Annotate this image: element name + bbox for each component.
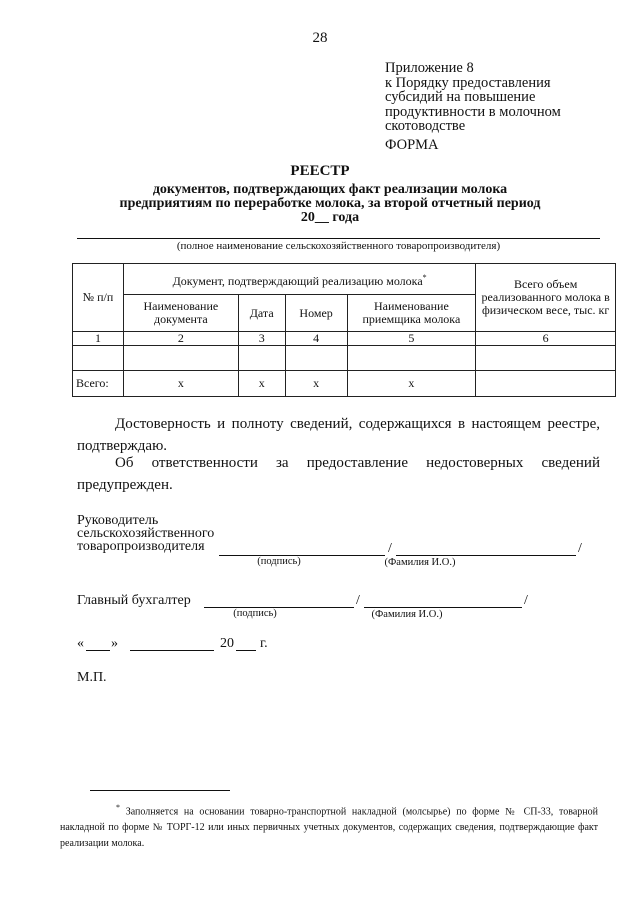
accountant-name-line[interactable] [364, 607, 522, 608]
footnote-mark: * [422, 272, 427, 282]
date-month-line[interactable] [130, 650, 214, 651]
footnote-mark: * [116, 803, 120, 812]
index-cell: 2 [123, 332, 238, 346]
header-doc-name: Наименование документа [123, 295, 238, 332]
statement-reliability [77, 413, 600, 457]
head-label [77, 514, 214, 553]
registry-table [72, 263, 616, 397]
empty-cell[interactable] [238, 346, 285, 371]
header-doc-group [123, 264, 475, 295]
total-label: Всего: [73, 371, 124, 397]
subtitle-line: документов, подтверждающих факт реализации молока [152, 182, 508, 197]
date-year-suffix: г. [260, 636, 268, 651]
stamp-label: М.П. [77, 670, 107, 685]
head-sign-caption: (подпись) [257, 556, 301, 567]
date-open-quote: « [77, 636, 84, 651]
slash: / [388, 541, 392, 556]
slash: / [578, 541, 582, 556]
footnote [60, 800, 598, 852]
date-day-line[interactable] [86, 650, 110, 651]
appendix-line: Приложение 8 [385, 60, 474, 76]
statement-text: Достоверность и полноту сведений, содержащихся в настоящем реестре, подтверждаю. [77, 416, 600, 454]
date-year-line[interactable] [236, 650, 256, 651]
date-close-quote: » [111, 636, 118, 651]
date-year-prefix: 20 [220, 636, 234, 651]
header-number: Номер [285, 295, 347, 332]
statement-text: Об ответственности за предоставление недостоверных сведений предупрежден. [77, 455, 600, 493]
subtitle-line: 20__ года [300, 210, 360, 225]
accountant-sign-caption: (подпись) [233, 608, 277, 619]
total-mark: х [347, 371, 476, 397]
index-cell: 3 [238, 332, 285, 346]
empty-cell[interactable] [73, 346, 124, 371]
document-subtitle [60, 183, 600, 225]
page-number: 28 [312, 30, 328, 46]
index-cell: 6 [476, 332, 616, 346]
empty-cell[interactable] [123, 346, 238, 371]
document-title: РЕЕСТР [290, 163, 350, 179]
head-name-line[interactable] [396, 555, 576, 556]
head-label-line: Руководитель [77, 513, 159, 528]
appendix-line: субсидий на повышение [385, 89, 536, 105]
empty-cell[interactable] [285, 346, 347, 371]
footnote-text: Заполняется на основании товарно-транспортной накладной (молсырье) по форме № СП-33, товарной накладной по форме № ТОРГ-12 или иных первичных учетных документов, содержащих сведения, подтверждающие факт реализации молока. [60, 806, 598, 850]
form-label: ФОРМА [385, 137, 439, 153]
head-label-line: товаропроизводителя [77, 539, 205, 554]
producer-name-line[interactable] [77, 238, 600, 239]
footnote-rule [90, 790, 230, 791]
index-cell: 4 [285, 332, 347, 346]
total-volume-cell[interactable] [476, 371, 616, 397]
statement-responsibility [77, 452, 600, 496]
header-num: № п/п [73, 264, 124, 332]
total-mark: х [238, 371, 285, 397]
appendix-line: продуктивности в молочном [385, 103, 561, 120]
slash: / [524, 593, 528, 608]
total-mark: х [123, 371, 238, 397]
empty-cell[interactable] [347, 346, 476, 371]
doc-group-label: Документ, подтверждающий реализацию молока [172, 273, 423, 288]
header-volume: Всего объем реализованного молока в физическом весе, тыс. кг [476, 264, 616, 332]
appendix-header [385, 61, 561, 134]
index-cell: 1 [73, 332, 124, 346]
slash: / [356, 593, 360, 608]
subtitle-line: предприятиям по переработке молока, за второй отчетный период [119, 196, 541, 211]
accountant-name-caption: (Фамилия И.О.) [371, 609, 443, 620]
appendix-line: к Порядку предоставления [385, 74, 551, 91]
header-receiver: Наименование приемщика молока [347, 295, 476, 332]
empty-cell[interactable] [476, 346, 616, 371]
head-name-caption: (Фамилия И.О.) [384, 557, 456, 568]
producer-name-caption: (полное наименование сельскохозяйственного товаропроизводителя) [176, 240, 501, 252]
header-date: Дата [238, 295, 285, 332]
index-cell: 5 [347, 332, 476, 346]
accountant-label: Главный бухгалтер [77, 593, 191, 608]
appendix-line: скотоводстве [385, 118, 466, 134]
total-mark: х [285, 371, 347, 397]
head-label-line: сельскохозяйственного [77, 526, 215, 541]
